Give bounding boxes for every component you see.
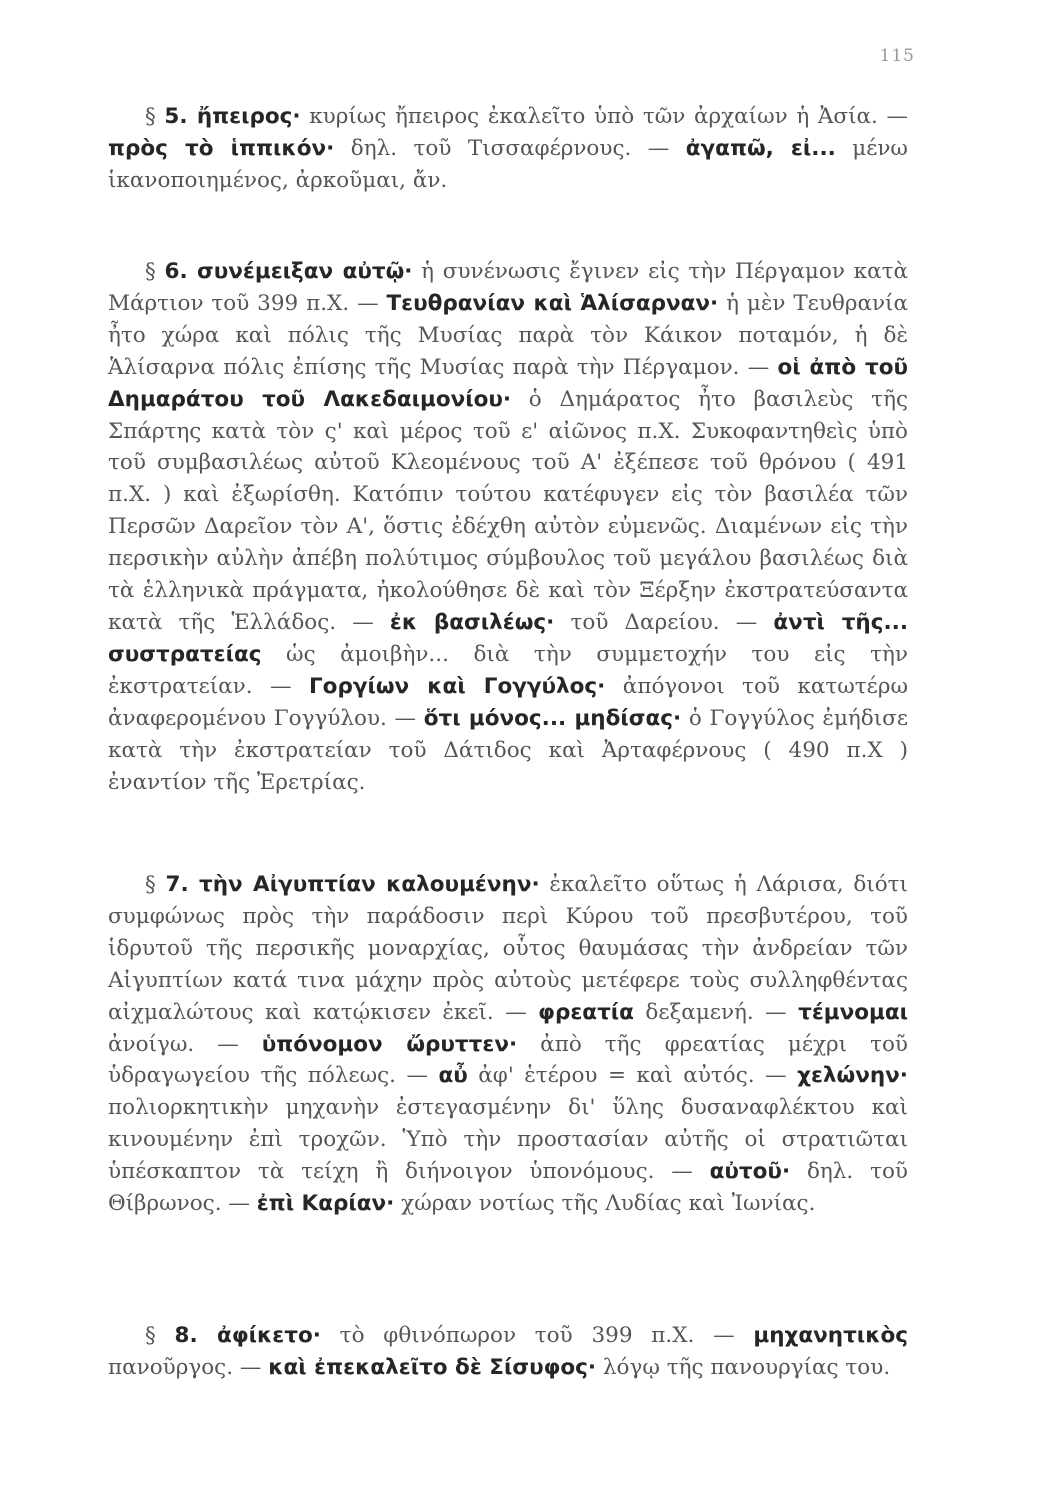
commentary-text: δηλ. τοῦ Θίβρωνος. — (108, 1159, 908, 1217)
commentary-text: ἀπόγονοι τοῦ κατωτέρω ἀναφερομένου Γογγύλου. — (108, 673, 908, 731)
bold-lemma: ὅτι μόνος... μηδίσας· (423, 705, 682, 731)
commentary-text: ἀφ' ἑτέρου = καὶ αὐτός. — (467, 1063, 798, 1089)
bold-lemma: 8. ἀφίκετο· (174, 1323, 321, 1348)
commentary-text: ἐκαλεῖτο οὕτως ἡ Λάρισα, διότι συμφώνως πρὸς τὴν παράδοσιν περὶ Κύρου τοῦ πρεσβυτέρου, τοῦ ἱδρυτοῦ τῆς περσικῆς μοναρχίας, οὗτος θαυμάσας τὴν ἀνδρείαν τῶν Αἰγυπτίων κατά τινα μάχην πρὸς αὐτοὺς μετέφερε τοὺς συλληφθέντας αἰχμαλώτους καὶ κατῴκισεν ἐκεῖ. — (108, 872, 908, 1025)
section-8 (108, 1320, 908, 1384)
commentary-text: κυρίως ἤπειρος ἐκαλεῖτο ὑπὸ τῶν ἀρχαίων ἡ Ἀσία. — (300, 104, 908, 129)
bold-lemma: χελώνην· (797, 1063, 908, 1089)
commentary-text: § (145, 259, 165, 284)
commentary-text: δεξαμενή. — (633, 999, 799, 1025)
commentary-text: ὁ Δημάρατος ἦτο βασιλεὺς τῆς Σπάρτης κατὰ τὸν ς' καὶ μέρος τοῦ ε' αἰῶνος π.Χ. Συκοφαντηθεὶς ὑπὸ τοῦ συμβασιλέως αὐτοῦ Κλεομένους τοῦ Α' ἐξέπεσε τοῦ θρόνου ( 491 π.Χ. ) καὶ ἐξωρίσθη. Κατόπιν τούτου κατέφυγεν εἰς τὸν βασιλέα τῶν Περσῶν Δαρεῖον τὸν Α', ὅστις ἐδέχθη αὐτὸν εὐμενῶς. Διαμένων εἰς τὴν περσικὴν αὐλὴν ἀπέβη πολύτιμος σύμβουλος τοῦ μεγάλου βασιλέως διὰ τὰ ἑλληνικὰ πράγματα, ἠκολούθησε δὲ καὶ τὸν Ξέρξην ἐκστρατεύσαντα κατὰ τῆς Ἑλλάδος. — (108, 386, 908, 635)
commentary-text: τοῦ Δαρείου. — (554, 609, 774, 635)
bold-lemma: 5. ἤπειρος· (164, 104, 301, 129)
section-7 (108, 869, 908, 1220)
bold-lemma: πρὸς τὸ ἱππικόν· (108, 135, 335, 161)
commentary-text: § (145, 104, 165, 129)
commentary-text: πολιορκητικὴν μηχανὴν ἐστεγασμένην δι' ὕλης δυσαναφλέκτου καὶ κινουμένην ἐπὶ τροχῶν. Ὑπὸ τὴν προστασίαν αὐτῆς οἱ στρατιῶται ὑπέσκαπτον τὰ τείχη ἢ διήνοιγον ὑπονόμους. — (108, 1095, 908, 1185)
commentary-text: πανοῦργος. — (108, 1354, 269, 1380)
bold-lemma: μηχανητικὸς (753, 1323, 908, 1348)
bold-lemma: φρεατία (538, 999, 634, 1025)
commentary-text: λόγῳ τῆς πανουργίας του. (596, 1354, 891, 1380)
bold-lemma: αὐτοῦ· (709, 1159, 791, 1185)
bold-lemma: αὖ (438, 1063, 468, 1089)
commentary-text: χώραν νοτίως τῆς Λυδίας καὶ Ἰωνίας. (394, 1191, 816, 1217)
paragraph (108, 256, 908, 798)
commentary-text: ἡ συνένωσις ἔγινεν εἰς τὴν Πέργαμον κατὰ Μάρτιον τοῦ 399 π.Χ. — (108, 259, 908, 316)
paragraph (108, 1320, 908, 1384)
commentary-text: δηλ. τοῦ Τισσαφέρνους. — (334, 135, 686, 161)
bold-lemma: ἀγαπῶ, εἰ... (685, 135, 836, 161)
bold-lemma: Γοργίων καὶ Γογγύλος· (308, 673, 606, 699)
commentary-text: ἀπὸ τῆς φρεατίας μέχρι τοῦ ὑδραγωγείου τῆς πόλεως. — (108, 1031, 908, 1089)
bold-lemma: ἐπὶ Καρίαν· (256, 1191, 395, 1217)
bold-lemma: ὑπόνομον ὤρυττεν· (261, 1031, 518, 1057)
bold-lemma: ἀντὶ τῆς... συστρατείας (108, 609, 908, 667)
commentary-text: ὡς ἀμοιβὴν... διὰ τὴν συμμετοχήν του εἰς τὴν ἐκστρατείαν. — (108, 641, 908, 699)
page-number: 115 (879, 46, 915, 66)
commentary-text: ἡ μὲν Τευθρανία ἦτο χώρα καὶ πόλις τῆς Μυσίας παρὰ τὸν Κάικον ποταμόν, ἡ δὲ Ἁλίσαρνα πόλις ἐπίσης τῆς Μυσίας παρὰ τὴν Πέργαμον. — (108, 290, 909, 380)
bold-lemma: 6. συνέμειξαν αὐτῷ· (164, 259, 413, 284)
bold-lemma: καὶ ἐπεκαλεῖτο δὲ Σίσυφος· (268, 1354, 597, 1380)
paragraph (108, 101, 908, 197)
bold-lemma: οἱ ἀπὸ τοῦ Δημαράτου τοῦ Λακεδαιμονίου· (108, 354, 908, 412)
commentary-text: § (145, 872, 166, 897)
bold-lemma: τέμνομαι (798, 999, 908, 1025)
commentary-text: τὸ φθινόπωρον τοῦ 399 π.Χ. — (320, 1323, 754, 1348)
commentary-text: ἀνοίγω. — (108, 1031, 262, 1057)
section-6 (108, 256, 908, 798)
bold-lemma: 7. τὴν Αἰγυπτίαν καλουμένην· (165, 872, 540, 897)
bold-lemma: Τευθρανίαν καὶ Ἁλίσαρναν· (386, 290, 719, 316)
paragraph (108, 869, 908, 1220)
commentary-text: ὁ Γογγύλος ἐμήδισε κατὰ τὴν ἐκστρατείαν τοῦ Δάτιδος καὶ Ἀρταφέρνους ( 490 π.Χ ) ἐναντίον τῆς Ἐρετρίας. (108, 705, 908, 795)
section-5 (108, 101, 908, 197)
commentary-text: § (145, 1323, 175, 1348)
bold-lemma: ἐκ βασιλέως· (389, 609, 555, 635)
commentary-text: μένω ἱκανοποιημένος, ἀρκοῦμαι, ἄν. (108, 135, 908, 193)
